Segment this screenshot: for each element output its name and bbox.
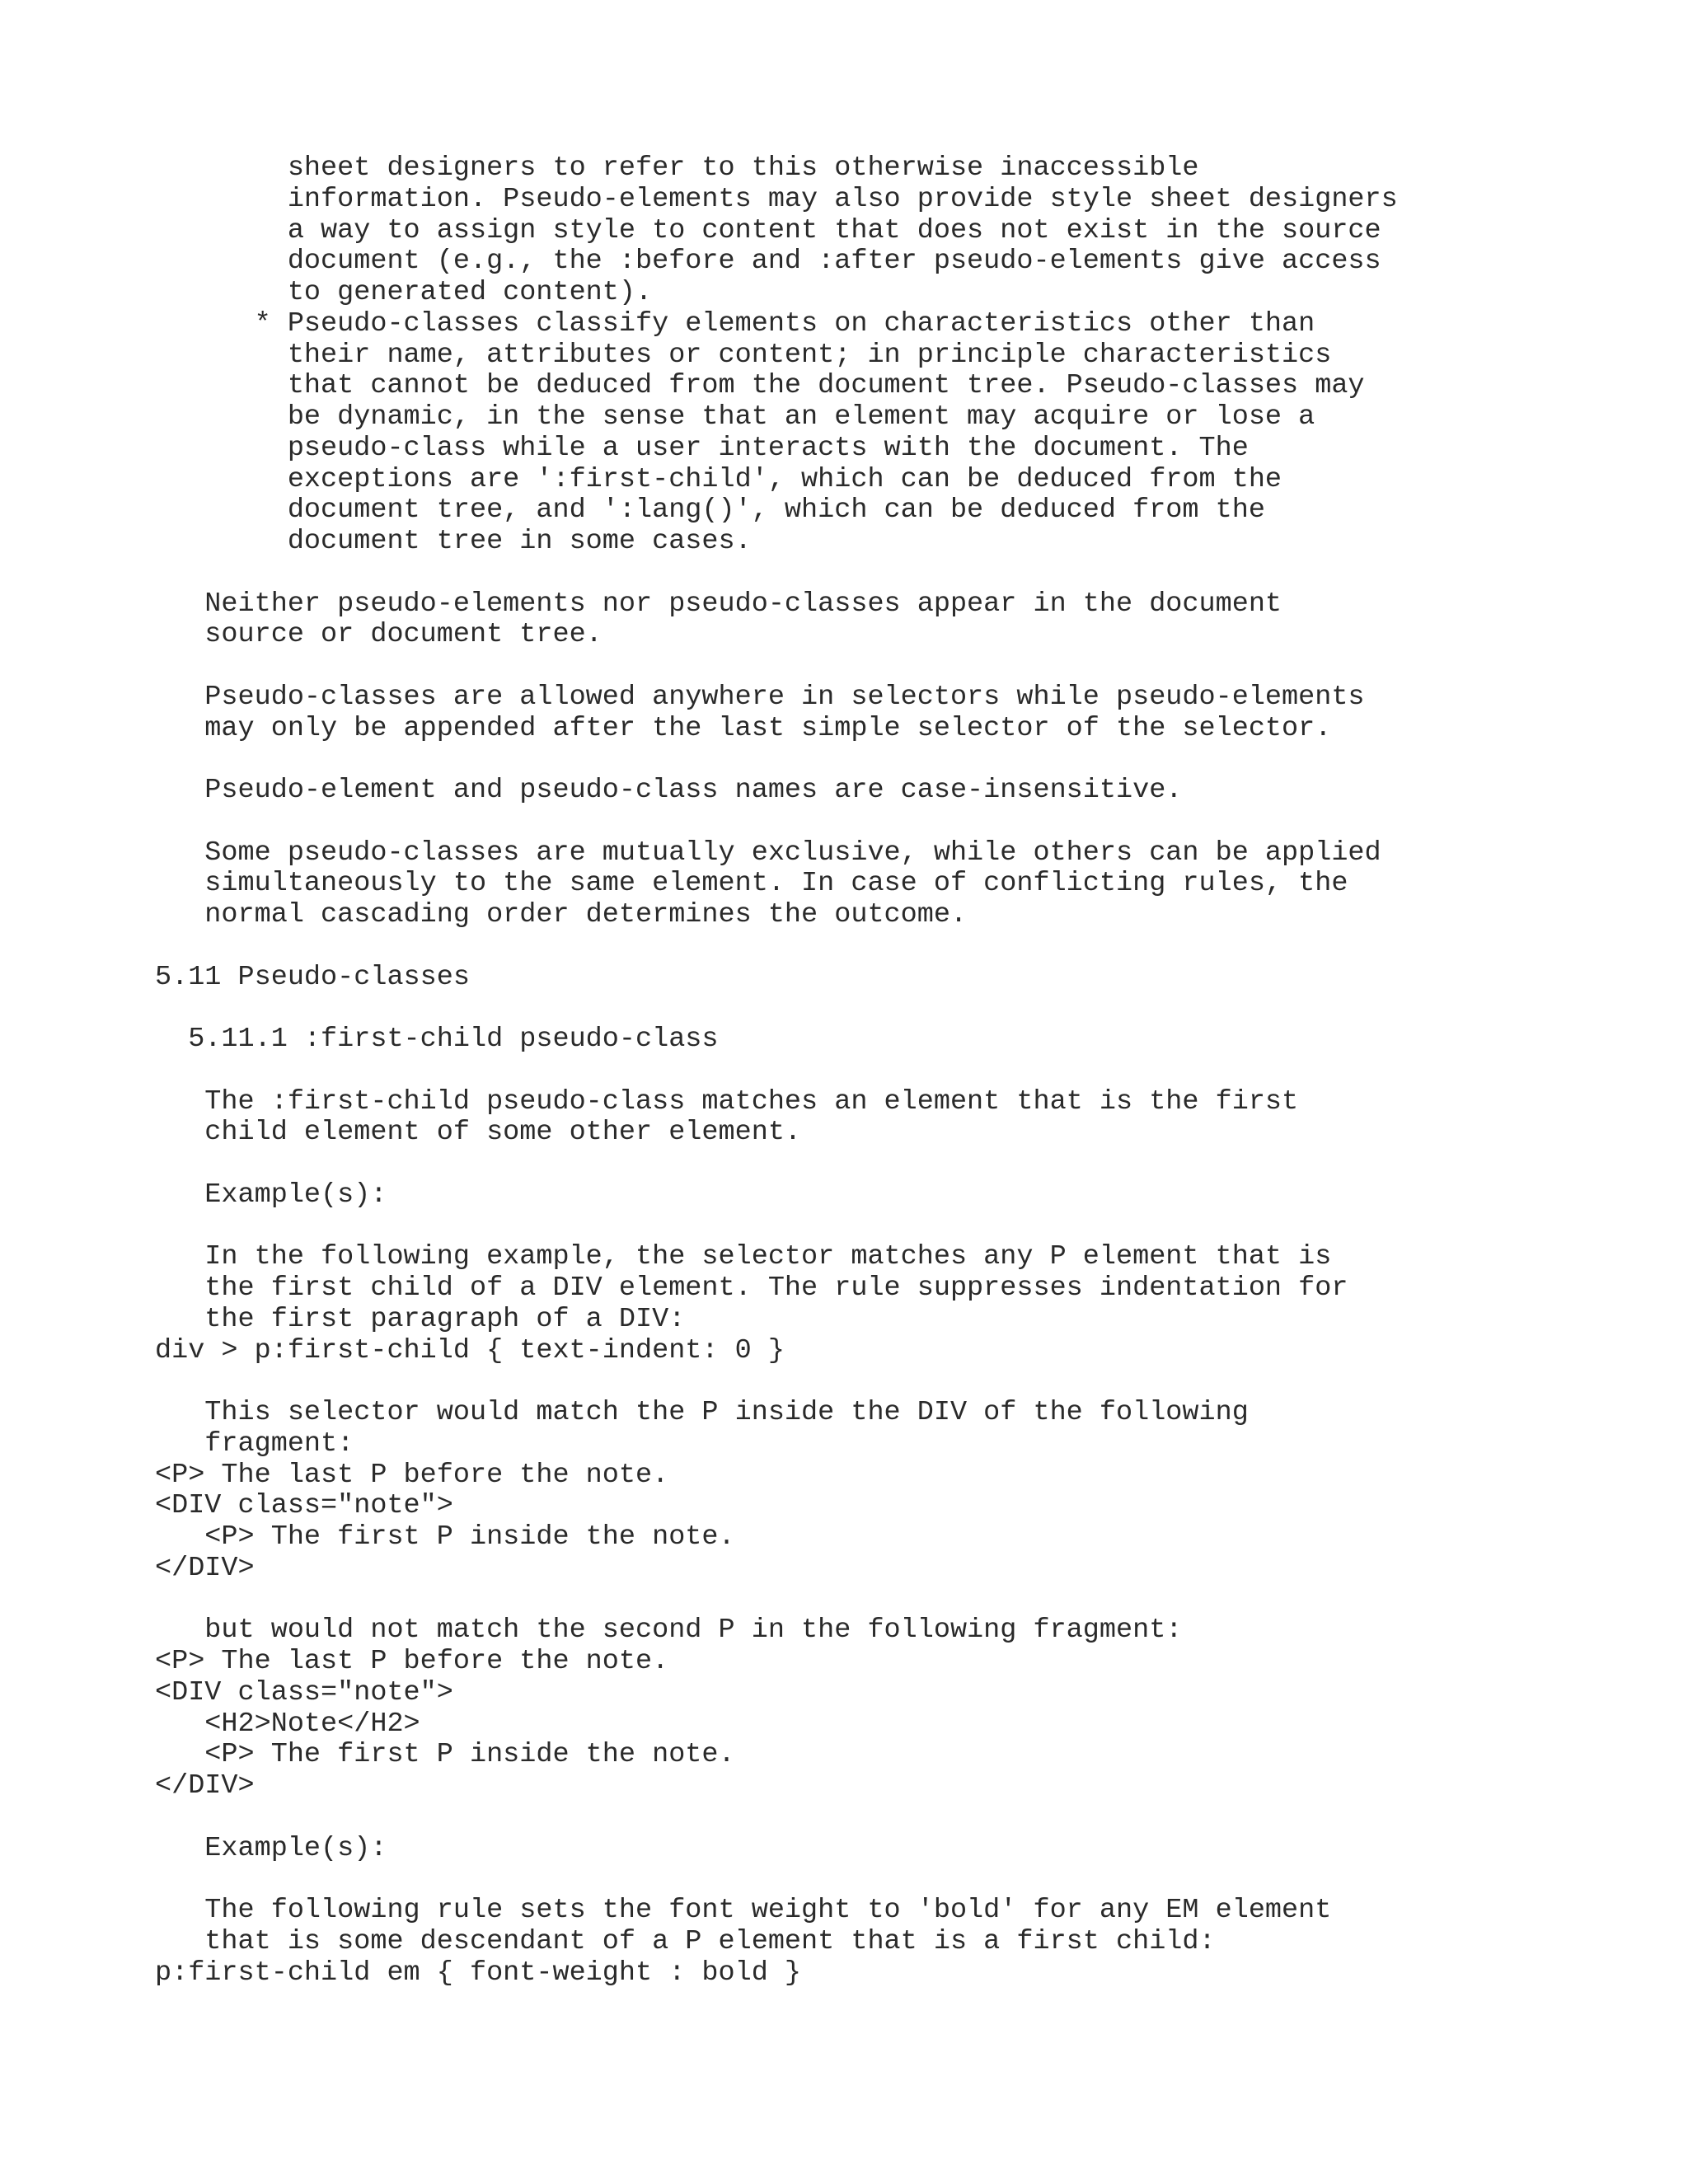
blank-line xyxy=(155,1802,1639,1834)
text-line: Neither pseudo-elements nor pseudo-classes appear in the document xyxy=(155,588,1282,620)
section-heading: 5.11 Pseudo-classes xyxy=(155,961,470,993)
text-line: exceptions are ':first-child', which can be deduced from the xyxy=(155,463,1282,495)
blank-line xyxy=(155,1056,1639,1087)
text-line: In the following example, the selector matches any P element that is xyxy=(155,1241,1332,1273)
text-line: be dynamic, in the sense that an element may acquire or lose a xyxy=(155,401,1315,433)
text-line: pseudo-class while a user interacts with the document. The xyxy=(155,432,1249,464)
text-line: normal cascading order determines the outcome. xyxy=(155,899,968,930)
blank-line xyxy=(155,1864,1639,1896)
code-line: <P> The last P before the note. xyxy=(155,1459,669,1491)
text-line: This selector would match the P inside the DIV of the following xyxy=(155,1397,1249,1428)
text-line: Pseudo-element and pseudo-class names are case-insensitive. xyxy=(155,775,1183,806)
blank-line xyxy=(155,744,1639,776)
blank-line xyxy=(155,1366,1639,1398)
text-line: The following rule sets the font weight to 'bold' for any EM element xyxy=(155,1895,1332,1926)
text-line: Pseudo-classes are allowed anywhere in selectors while pseudo-elements xyxy=(155,681,1365,713)
blank-line xyxy=(155,1212,1639,1243)
example-label: Example(s): xyxy=(155,1179,387,1211)
blank-line xyxy=(155,807,1639,838)
text-line: that is some descendant of a P element that is a first child: xyxy=(155,1925,1216,1957)
blank-line xyxy=(155,993,1639,1024)
blank-line xyxy=(155,1585,1639,1616)
bullet-line: * Pseudo-classes classify elements on characteristics other than xyxy=(155,307,1315,340)
code-line: <P> The first P inside the note. xyxy=(155,1739,735,1771)
code-line: p:first-child em { font-weight : bold } xyxy=(155,1957,802,1989)
code-line: <P> The first P inside the note. xyxy=(155,1521,735,1553)
text-line: information. Pseudo-elements may also provide style sheet designers xyxy=(155,183,1398,215)
text-line: The :first-child pseudo-class matches an element that is the first xyxy=(155,1085,1299,1118)
text-line: a way to assign style to content that does not exist in the source xyxy=(155,214,1381,246)
code-line: <H2>Note</H2> xyxy=(155,1708,420,1740)
code-line: </DIV> xyxy=(155,1552,255,1584)
code-line: <DIV class="note"> xyxy=(155,1490,453,1522)
text-line: child element of some other element. xyxy=(155,1117,802,1149)
text-line: simultaneously to the same element. In case of conflicting rules, the xyxy=(155,868,1348,900)
text-line: source or document tree. xyxy=(155,619,603,651)
blank-line xyxy=(155,651,1639,682)
text-line: the first paragraph of a DIV: xyxy=(155,1303,686,1335)
text-line: to generated content). xyxy=(155,277,653,308)
blank-line xyxy=(155,558,1639,589)
document-page xyxy=(155,153,1639,1989)
text-line: their name, attributes or content; in principle characteristics xyxy=(155,339,1332,371)
text-line: that cannot be deduced from the document tree. Pseudo-classes may xyxy=(155,370,1365,402)
text-line: fragment: xyxy=(155,1427,354,1460)
example-label: Example(s): xyxy=(155,1832,387,1864)
code-line: <P> The last P before the note. xyxy=(155,1646,669,1677)
text-line: Some pseudo-classes are mutually exclusive, while others can be applied xyxy=(155,837,1381,869)
code-line: div > p:first-child { text-indent: 0 } xyxy=(155,1334,785,1366)
code-line: </DIV> xyxy=(155,1770,255,1802)
blank-line xyxy=(155,1149,1639,1180)
blank-line xyxy=(155,931,1639,963)
text-line: but would not match the second P in the following fragment: xyxy=(155,1615,1183,1647)
text-line: document tree in some cases. xyxy=(155,526,752,557)
text-line: the first child of a DIV element. The rule suppresses indentation for xyxy=(155,1272,1348,1304)
text-line: document tree, and ':lang()', which can be deduced from the xyxy=(155,494,1265,527)
text-line: may only be appended after the last simple selector of the selector. xyxy=(155,712,1332,744)
code-line: <DIV class="note"> xyxy=(155,1676,453,1708)
subsection-heading: 5.11.1 :first-child pseudo-class xyxy=(155,1024,719,1055)
text-line: document (e.g., the :before and :after pseudo-elements give access xyxy=(155,246,1381,278)
text-line: sheet designers to refer to this otherwise inaccessible xyxy=(155,152,1199,184)
